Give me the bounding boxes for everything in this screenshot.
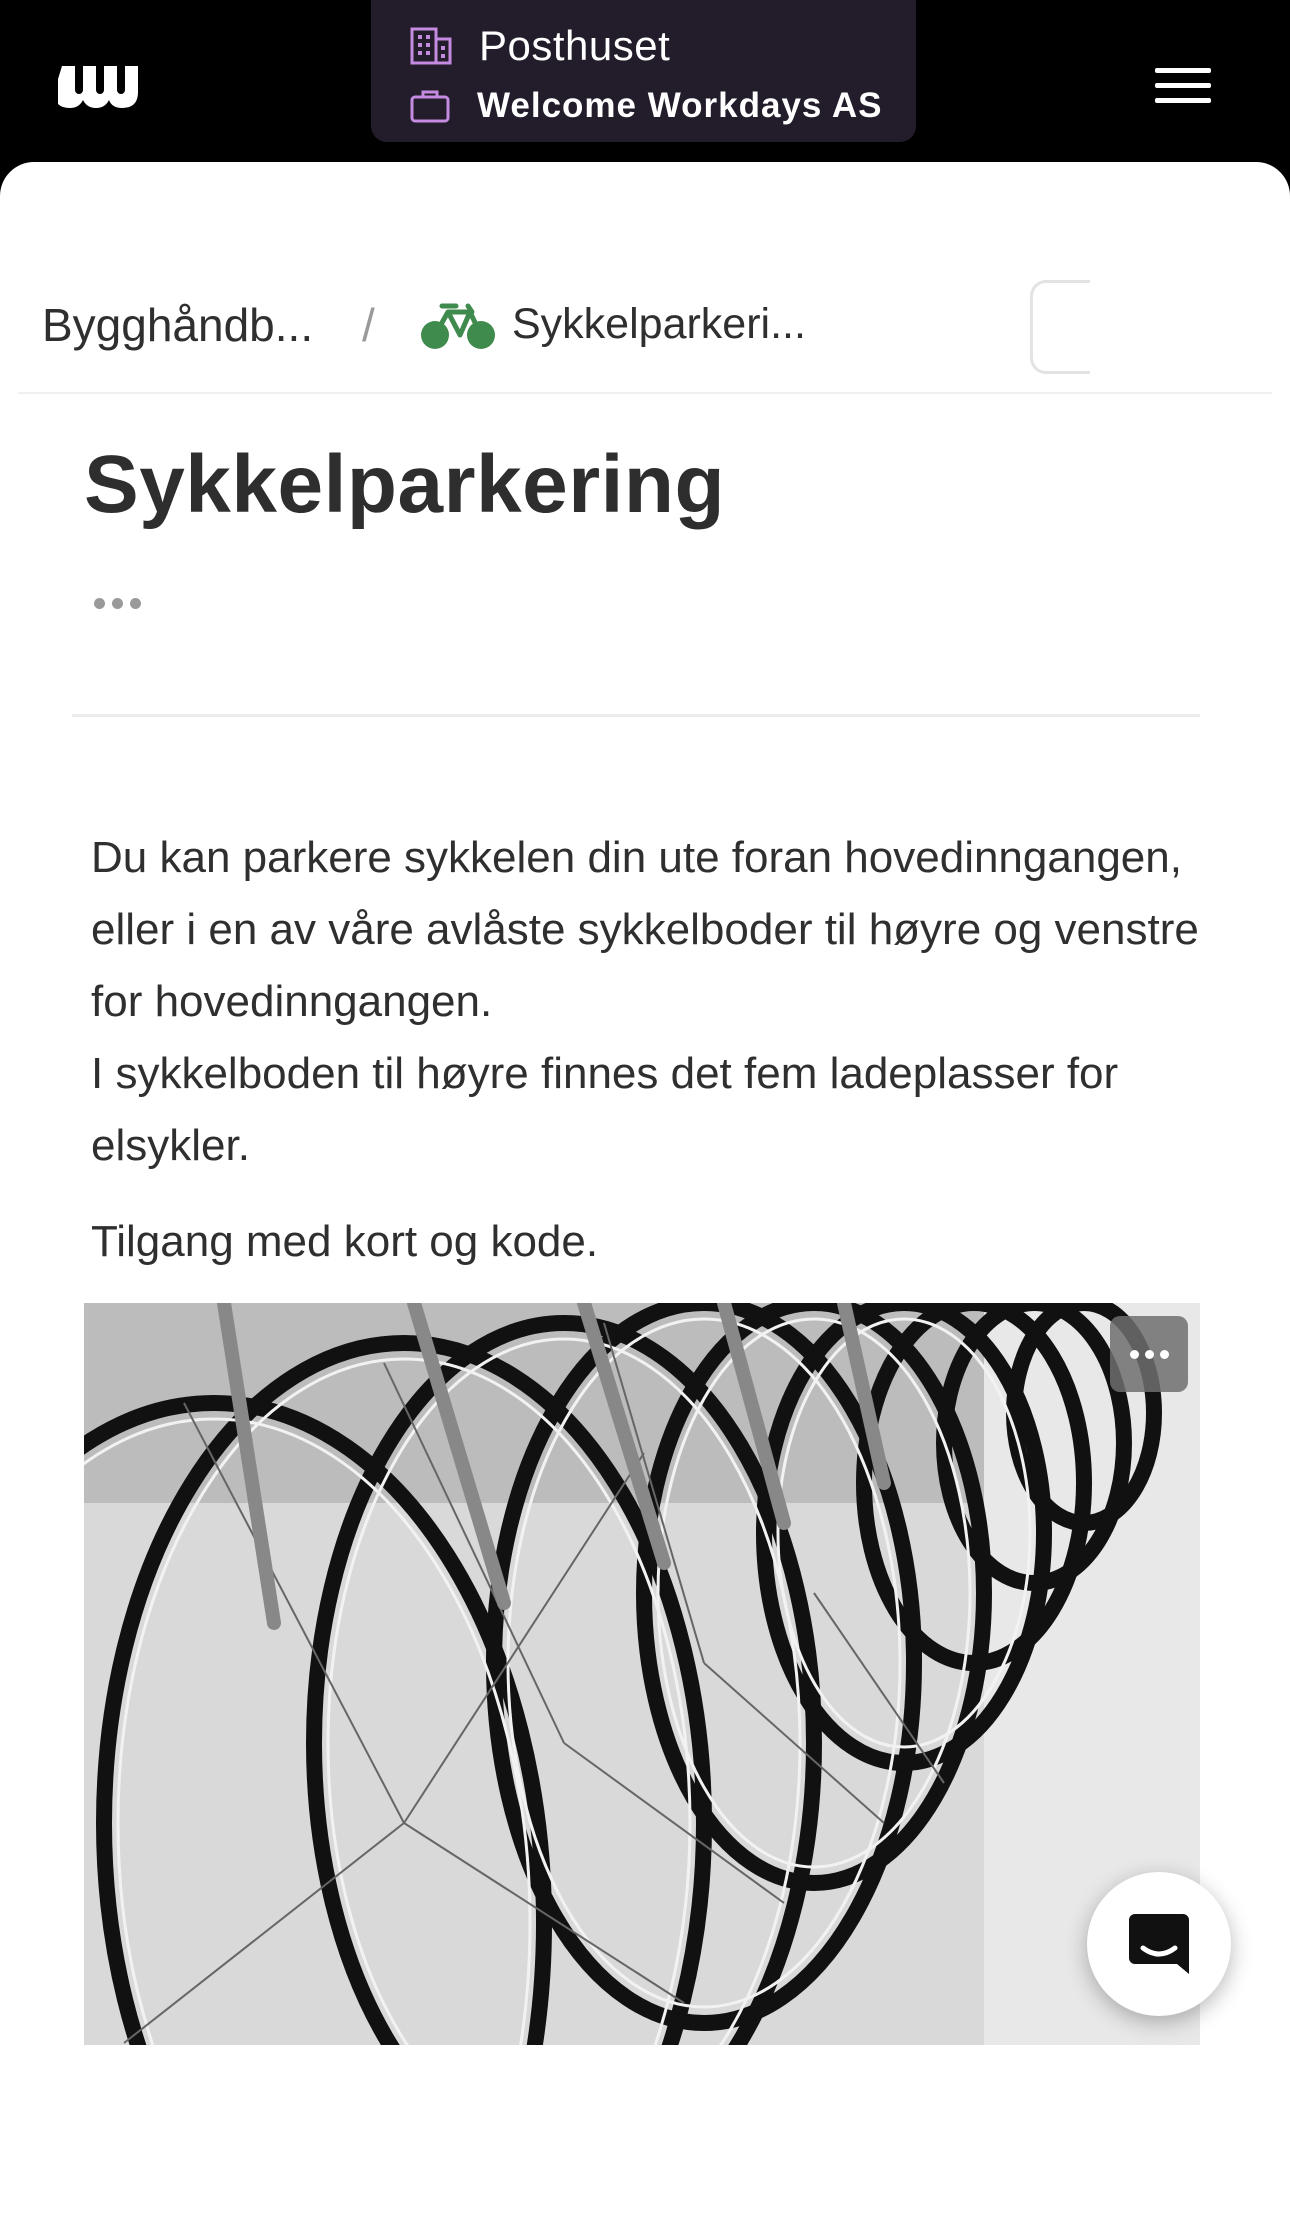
breadcrumb-scroll-edge <box>1030 280 1090 374</box>
body-paragraph: I sykkelboden til høyre finnes det fem ladeplasser for elsykler. <box>91 1049 1119 1170</box>
breadcrumb-current: Sykkelparkeri... <box>512 300 806 348</box>
breadcrumb-separator: / <box>362 299 375 351</box>
company-name: Welcome Workdays AS <box>477 86 883 125</box>
location-row <box>409 22 670 70</box>
breadcrumb <box>0 162 1290 394</box>
content-divider <box>72 714 1200 717</box>
top-bar <box>0 0 1290 165</box>
location-name: Posthuset <box>479 22 671 69</box>
image-options-icon[interactable] <box>1110 1316 1188 1392</box>
chat-button[interactable] <box>1087 1872 1231 2016</box>
body-paragraph: Du kan parkere sykkelen din ute foran hovedinngangen, eller i en av våre avlåste sykkelboder til høyre og venstre for hovedinngangen. <box>91 833 1199 1026</box>
bicycle-rack-photo <box>84 1303 1200 2045</box>
bicycle-icon <box>420 300 496 352</box>
page-title: Sykkelparkering <box>84 439 726 530</box>
workspace-switcher[interactable] <box>371 0 916 142</box>
briefcase-icon <box>409 88 451 124</box>
body-paragraph: Tilgang med kort og kode. <box>91 1217 599 1266</box>
page-body <box>91 822 1201 1278</box>
breadcrumb-parent-link[interactable]: Bygghåndb... <box>42 299 314 351</box>
building-icon <box>409 26 453 66</box>
breadcrumb-divider <box>18 392 1272 394</box>
chat-icon <box>1125 1910 1193 1978</box>
hamburger-menu-icon[interactable] <box>1155 66 1213 106</box>
company-row <box>409 86 882 126</box>
page-options-icon[interactable] <box>94 598 146 614</box>
app-logo-icon[interactable] <box>58 62 150 112</box>
